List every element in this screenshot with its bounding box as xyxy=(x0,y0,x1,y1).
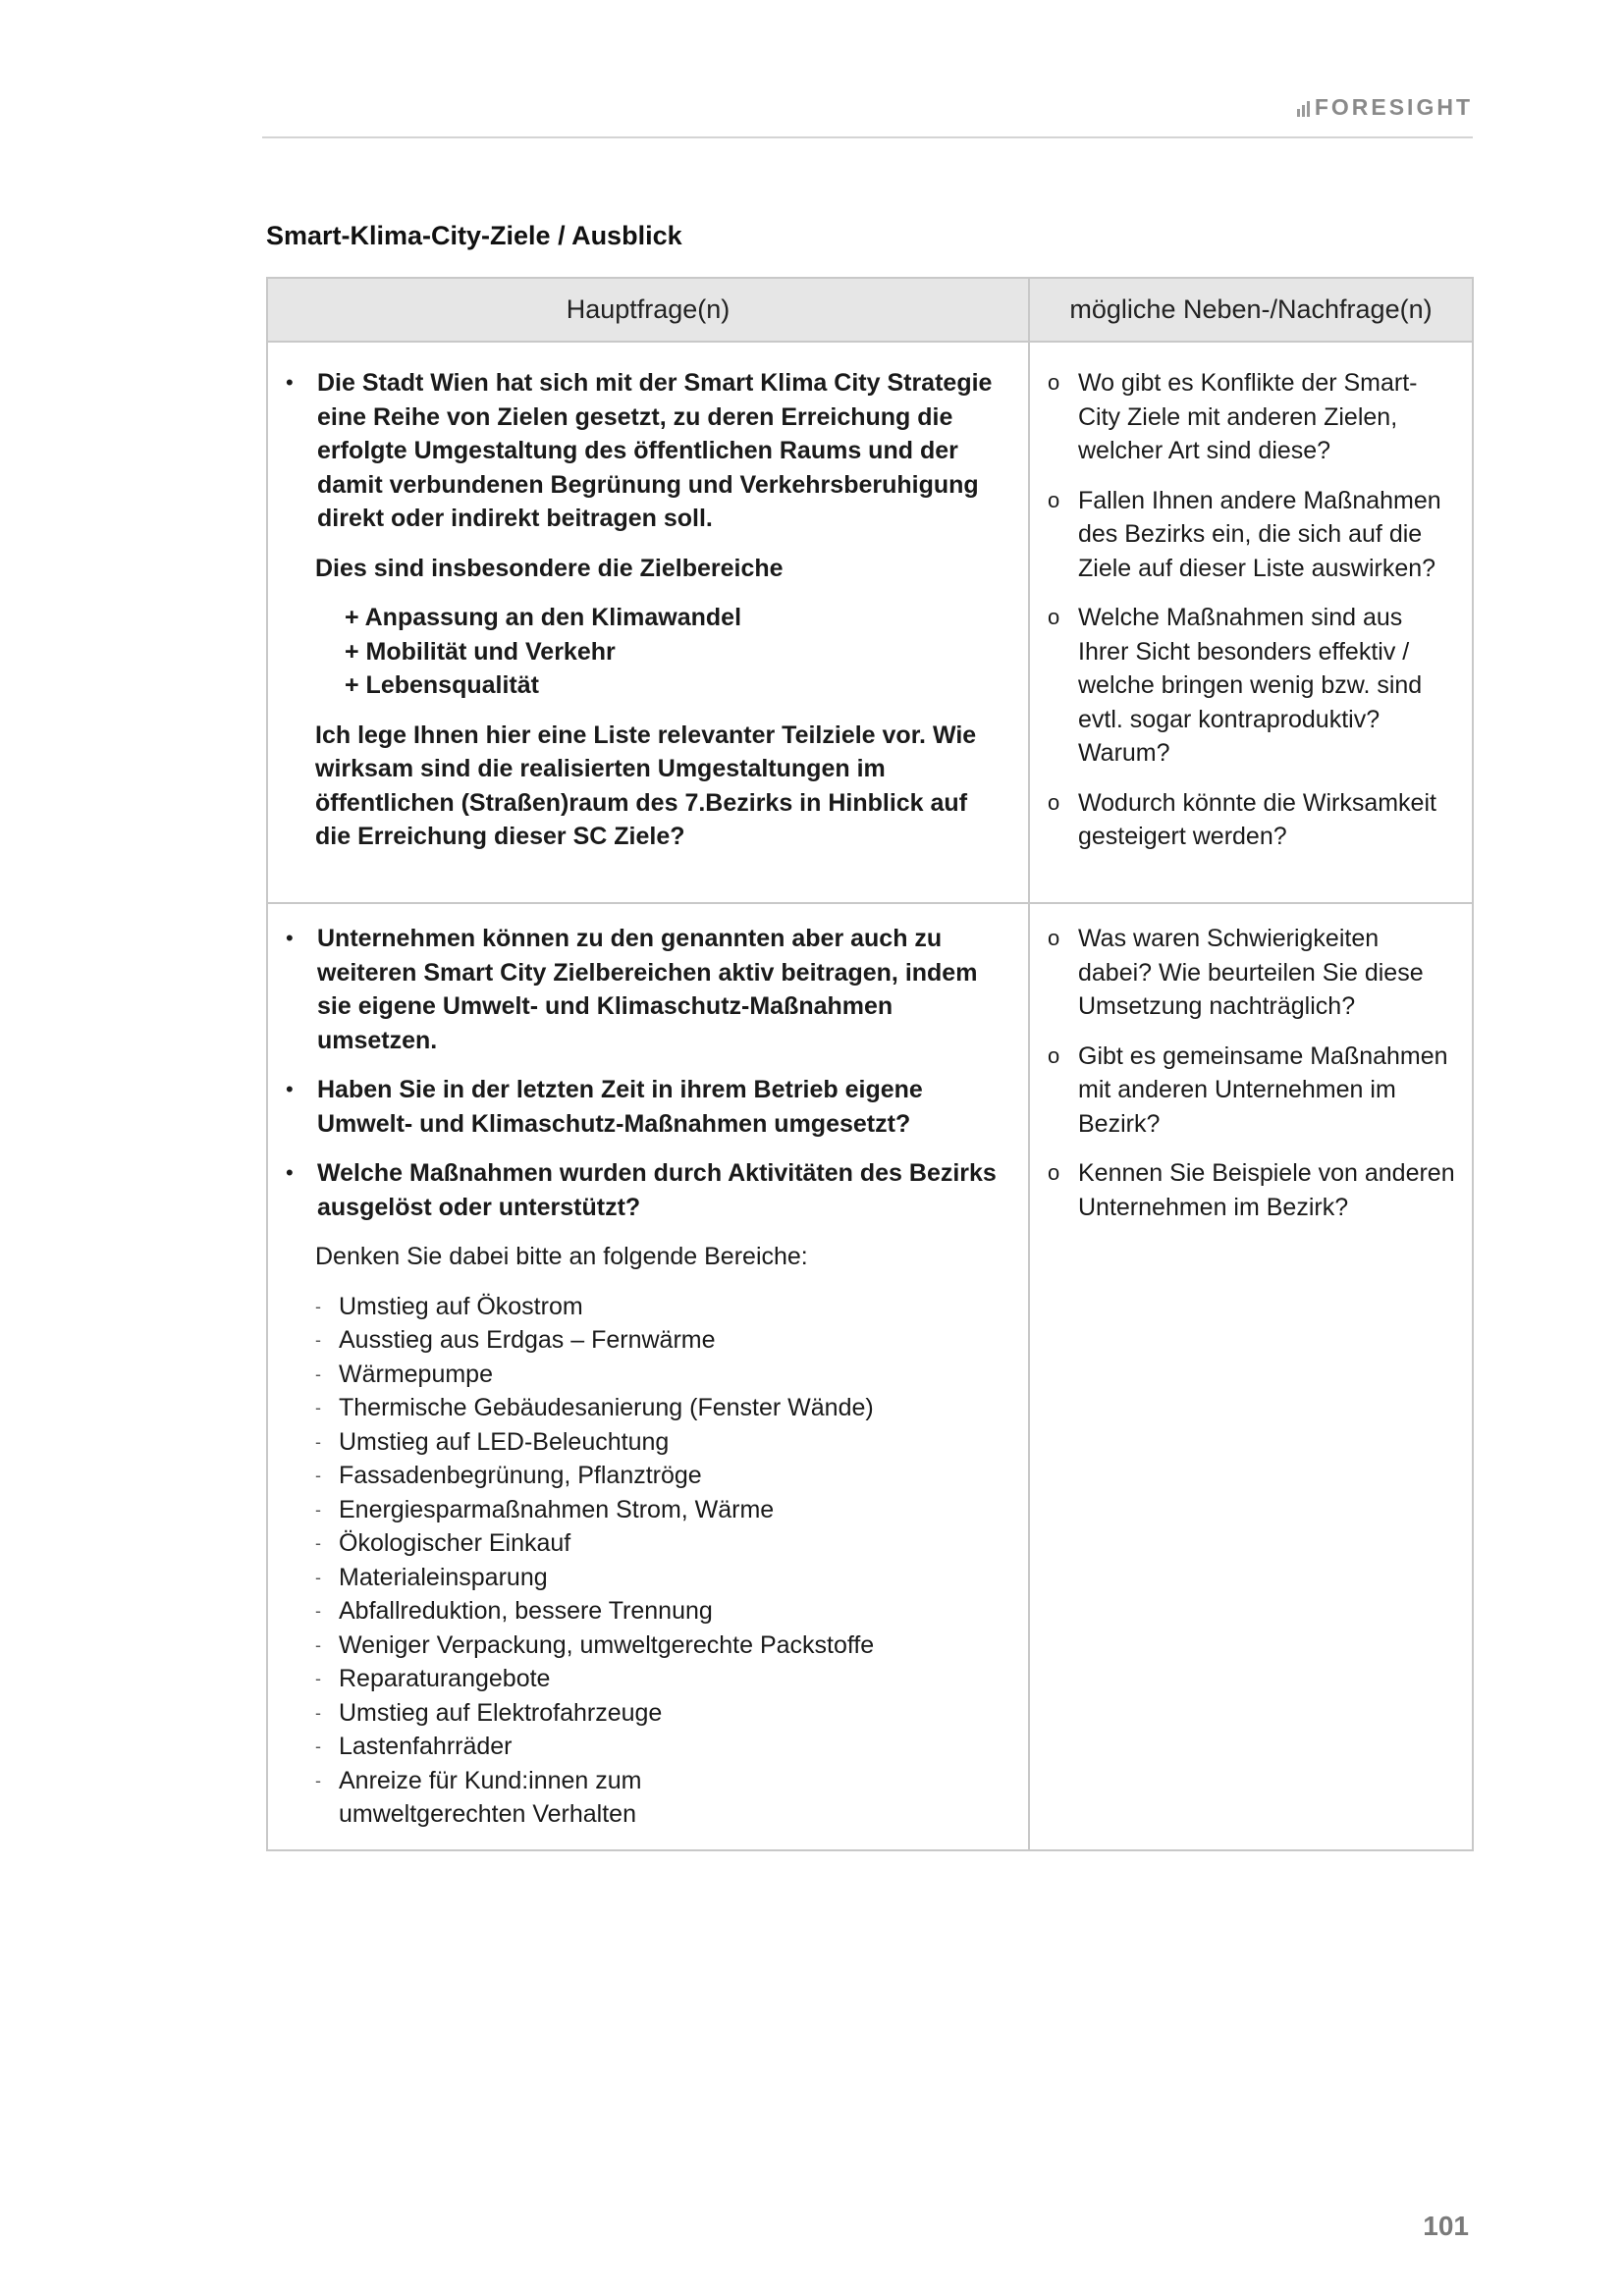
circle-bullet-icon: o xyxy=(1048,1160,1060,1185)
dash-icon: - xyxy=(315,1533,321,1553)
col-header-side: mögliche Neben-/Nachfrage(n) xyxy=(1029,278,1473,342)
dash-icon: - xyxy=(315,1601,321,1621)
zielbereiche-intro: Dies sind insbesondere die Zielbereiche xyxy=(315,554,784,582)
bullet-icon: • xyxy=(286,370,294,395)
brand-logo-icon xyxy=(1297,99,1310,117)
list-item: - Fassadenbegrünung, Pflanztröge xyxy=(315,1459,1006,1493)
side-question: o Kennen Sie Beispiele von anderen Unternehmen im Bezirk? xyxy=(1046,1156,1456,1224)
bullet-icon: • xyxy=(286,926,294,950)
bereiche-intro: Denken Sie dabei bitte an folgende Bereiche: xyxy=(315,1243,808,1270)
list-item: - Energiesparmaßnahmen Strom, Wärme xyxy=(315,1493,1006,1527)
dash-icon: - xyxy=(315,1669,321,1688)
main-question: • Die Stadt Wien hat sich mit der Smart Klima City Strategie eine Reihe von Zielen gesetzt, zu deren Erreichung die erfolgte Umgestaltung des öffentlichen Raums und der damit verbundenen Begrünung und Verkehrsberuhigung direkt oder indirekt beitragen soll. xyxy=(284,366,1006,536)
list-item: + Mobilität und Verkehr xyxy=(345,637,616,666)
circle-bullet-icon: o xyxy=(1048,789,1060,815)
list-item: - Materialeinsparung xyxy=(315,1561,1006,1595)
dash-icon: - xyxy=(315,1567,321,1587)
main-question-cell xyxy=(267,903,1029,1850)
dash-icon: - xyxy=(315,1499,321,1520)
list-item: - Umstieg auf Elektrofahrzeuge xyxy=(315,1696,1006,1731)
section-title: Smart-Klima-City-Ziele / Ausblick xyxy=(266,221,682,250)
zielbereiche-list xyxy=(345,601,1006,703)
main-question-cell xyxy=(267,342,1029,903)
dash-icon: - xyxy=(315,1363,321,1384)
side-question: o Gibt es gemeinsame Maßnahmen mit anderen Unternehmen im Bezirk? xyxy=(1046,1040,1456,1142)
side-question: o Fallen Ihnen andere Maßnahmen des Bezirks ein, die sich auf die Ziele auf dieser Liste auswirken? xyxy=(1046,484,1456,586)
main-question: • Unternehmen können zu den genannten aber auch zu weiteren Smart City Zielbereichen aktiv beitragen, indem sie eigene Umwelt- und Klimaschutz-Maßnahmen umsetzen. xyxy=(284,922,1006,1057)
side-question: o Wodurch könnte die Wirksamkeit gesteigert werden? xyxy=(1046,786,1456,854)
dash-icon: - xyxy=(315,1431,321,1452)
liste-paragraph: Ich lege Ihnen hier eine Liste relevanter Teilziele vor. Wie wirksam sind die realisierten Umgestaltungen im öffentlichen (Straßen)raum des 7.Bezirks in Hinblick auf die Erreichung dieser SC Ziele? xyxy=(315,721,977,850)
question-table xyxy=(266,277,1474,1851)
list-item: - Ökologischer Einkauf xyxy=(315,1526,1006,1561)
side-question: o Was waren Schwierigkeiten dabei? Wie beurteilen Sie diese Umsetzung nachträglich? xyxy=(1046,922,1456,1024)
list-item: - Thermische Gebäudesanierung (Fenster Wände) xyxy=(315,1391,1006,1425)
dash-icon: - xyxy=(315,1770,321,1790)
dash-icon: - xyxy=(315,1702,321,1723)
bereiche-list xyxy=(315,1290,1006,1832)
list-item: - Lastenfahrräder xyxy=(315,1730,1006,1764)
circle-bullet-icon: o xyxy=(1048,370,1060,395)
table-header-row xyxy=(267,278,1473,342)
dash-icon: - xyxy=(315,1466,321,1485)
list-item: - Wärmepumpe xyxy=(315,1358,1006,1392)
header-divider xyxy=(262,136,1473,138)
list-item: + Anpassung an den Klimawandel xyxy=(345,604,742,631)
side-question-cell xyxy=(1029,903,1473,1850)
list-item: - Abfallreduktion, bessere Trennung xyxy=(315,1594,1006,1629)
list-item: - Weniger Verpackung, umweltgerechte Packstoffe xyxy=(315,1629,1006,1663)
dash-icon: - xyxy=(315,1398,321,1417)
dash-icon: - xyxy=(315,1634,321,1655)
circle-bullet-icon: o xyxy=(1048,1042,1060,1068)
list-item: + Lebensqualität xyxy=(345,671,539,699)
list-item: - Umstieg auf LED-Beleuchtung xyxy=(315,1425,1006,1460)
main-question: • Haben Sie in der letzten Zeit in ihrem Betrieb eigene Umwelt- und Klimaschutz-Maßnahmen umgesetzt? xyxy=(284,1073,1006,1141)
side-question: o Welche Maßnahmen sind aus Ihrer Sicht besonders effektiv / welche bringen wenig bzw. sind evtl. sogar kontraproduktiv? Warum? xyxy=(1046,601,1456,771)
circle-bullet-icon: o xyxy=(1048,487,1060,512)
dash-icon: - xyxy=(315,1296,321,1316)
col-header-main: Hauptfrage(n) xyxy=(267,278,1029,342)
side-question-cell xyxy=(1029,342,1473,903)
dash-icon: - xyxy=(315,1736,321,1756)
list-item: - Reparaturangebote xyxy=(315,1662,1006,1696)
brand-name: FORESIGHT xyxy=(1314,94,1473,120)
list-item: - Ausstieg aus Erdgas – Fernwärme xyxy=(315,1323,1006,1358)
bullet-icon: • xyxy=(286,1077,294,1101)
table-row xyxy=(267,903,1473,1850)
list-item: - Anreize für Kund:innen zum umweltgerechten Verhalten xyxy=(315,1764,1006,1832)
bullet-icon: • xyxy=(286,1160,294,1185)
list-item: - Umstieg auf Ökostrom xyxy=(315,1290,1006,1324)
main-question: • Welche Maßnahmen wurden durch Aktivitäten des Bezirks ausgelöst oder unterstützt? xyxy=(284,1156,1006,1224)
circle-bullet-icon: o xyxy=(1048,926,1060,950)
circle-bullet-icon: o xyxy=(1048,605,1060,629)
dash-icon: - xyxy=(315,1330,321,1350)
page-number: 101 xyxy=(1423,2211,1469,2241)
header-brand xyxy=(1297,94,1473,121)
table-row xyxy=(267,342,1473,903)
side-question: o Wo gibt es Konflikte der Smart-City Ziele mit anderen Zielen, welcher Art sind diese? xyxy=(1046,366,1456,468)
